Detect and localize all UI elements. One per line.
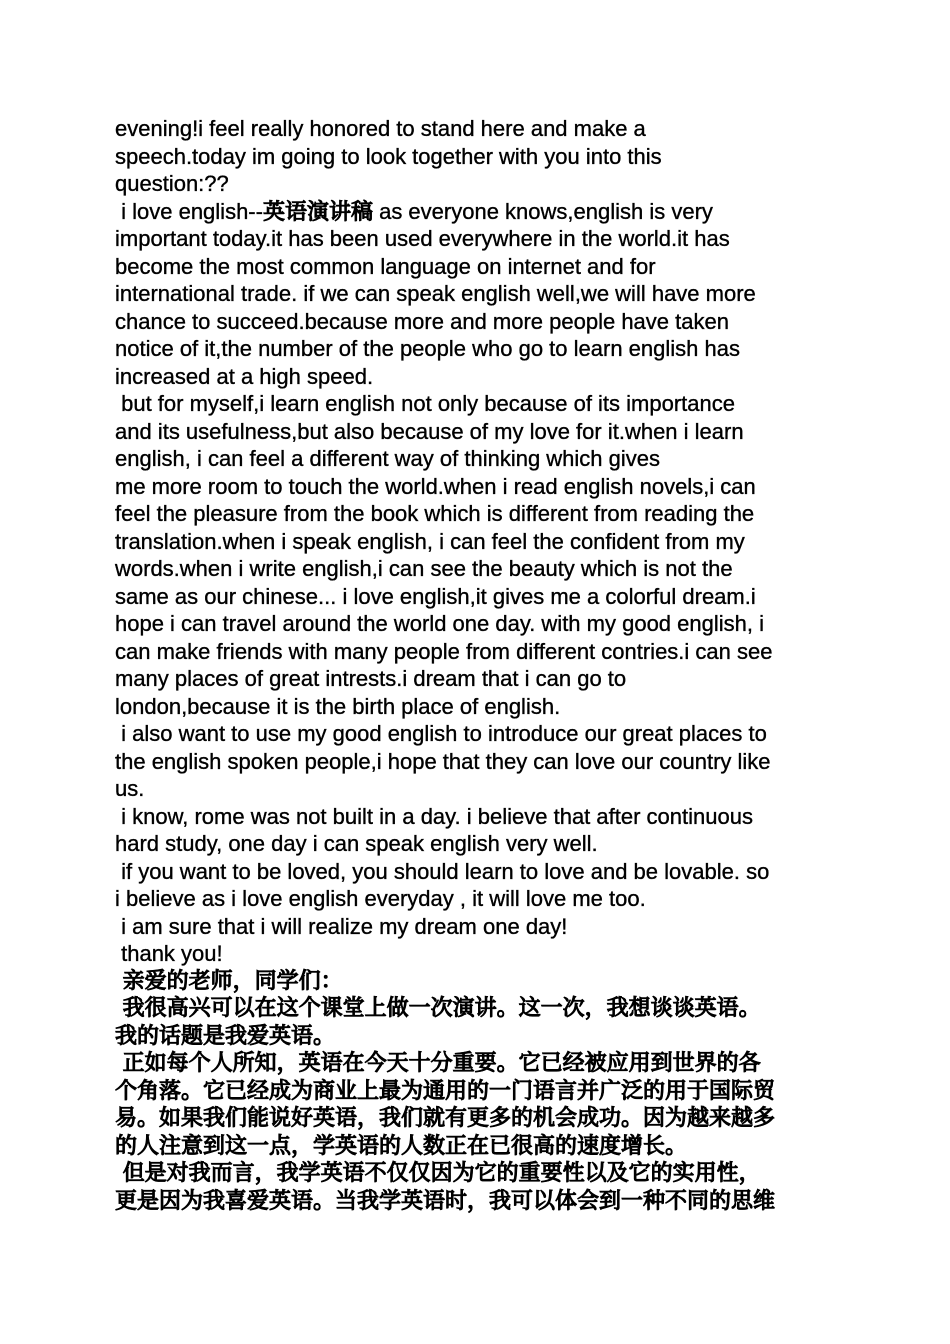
text-line: increased at a high speed. bbox=[115, 363, 374, 389]
text-line: feel the pleasure from the book which is different from reading the bbox=[115, 501, 755, 526]
text-line-with-title bbox=[115, 198, 837, 226]
chinese-text-line: 易。如果我们能说好英语，我们就有更多的机会成功。因为越来越多 bbox=[115, 1106, 776, 1131]
chinese-text-line: 正如每个人所知，英语在今天十分重要。它已经被应用到世界的各 bbox=[115, 1051, 761, 1076]
text-line: hard study, one day i can speak english very well. bbox=[115, 831, 598, 856]
text-line: us. bbox=[115, 776, 145, 801]
text-line: words.when i write english,i can see the beauty which is not the bbox=[115, 556, 733, 581]
speech-title: 英语演讲稿 bbox=[262, 199, 373, 225]
text-line: hope i can travel around the world one day. with my good english, i bbox=[115, 611, 764, 636]
text-line: same as our chinese... i love english,it gives me a colorful dream.i bbox=[115, 583, 756, 609]
text-line: can make friends with many people from different contries.i can see bbox=[115, 638, 773, 664]
text-line: notice of it,the number of the people who go to learn english has bbox=[115, 336, 740, 361]
text-line: become the most common language on internet and for bbox=[115, 253, 656, 279]
text-line: english, i can feel a different way of thinking which gives bbox=[115, 446, 661, 471]
chinese-text-line: 个角落。它已经成为商业上最为通用的一门语言并广泛的用于国际贸 bbox=[115, 1078, 776, 1104]
text-line: london,because it is the birth place of english. bbox=[115, 693, 561, 719]
text-line: speech.today im going to look together with you into this bbox=[115, 143, 662, 169]
text-segment: as everyone knows,english is very bbox=[372, 198, 713, 224]
chinese-text-line: 亲爱的老师，同学们： bbox=[115, 968, 343, 994]
text-line: evening!i feel really honored to stand here and make a bbox=[115, 116, 646, 141]
text-line: important today.it has been used everywhere in the world.it has bbox=[115, 226, 730, 251]
text-line: i believe as i love english everyday , it will love me too. bbox=[115, 886, 646, 911]
text-line: translation.when i speak english, i can feel the confident from my bbox=[115, 528, 745, 554]
chinese-text-line: 我的话题是我爱英语。 bbox=[115, 1023, 336, 1049]
text-line: question:?? bbox=[115, 171, 229, 196]
text-line: the english spoken people,i hope that they can love our country like bbox=[115, 748, 771, 774]
text-line: thank you! bbox=[115, 941, 223, 966]
text-line: if you want to be loved, you should learn to love and be lovable. so bbox=[115, 858, 770, 884]
text-line: but for myself,i learn english not only because of its importance bbox=[115, 391, 735, 416]
text-line: i know, rome was not built in a day. i believe that after continuous bbox=[115, 803, 753, 829]
text-line: many places of great intrests.i dream that i can go to bbox=[115, 666, 627, 691]
chinese-text-line: 但是对我而言，我学英语不仅仅因为它的重要性以及它的实用性， bbox=[115, 1161, 761, 1186]
chinese-text-line: 更是因为我喜爱英语。当我学英语时，我可以体会到一种不同的思维 bbox=[115, 1188, 776, 1214]
text-line: chance to succeed.because more and more people have taken bbox=[115, 308, 729, 334]
chinese-text-line: 我很高兴可以在这个课堂上做一次演讲。这一次，我想谈谈英语。 bbox=[115, 996, 761, 1021]
chinese-text-line: 的人注意到这一点，学英语的人数正在已很高的速度增长。 bbox=[115, 1133, 688, 1159]
text-segment: i love english-- bbox=[115, 198, 263, 224]
text-line: i also want to use my good english to introduce our great places to bbox=[115, 721, 767, 746]
document-body bbox=[115, 115, 837, 1215]
text-line: i am sure that i will realize my dream one day! bbox=[115, 913, 568, 939]
text-line: international trade. if we can speak english well,we will have more bbox=[115, 281, 756, 306]
text-line: and its usefulness,but also because of my love for it.when i learn bbox=[115, 418, 744, 444]
text-line: me more room to touch the world.when i read english novels,i can bbox=[115, 473, 756, 499]
